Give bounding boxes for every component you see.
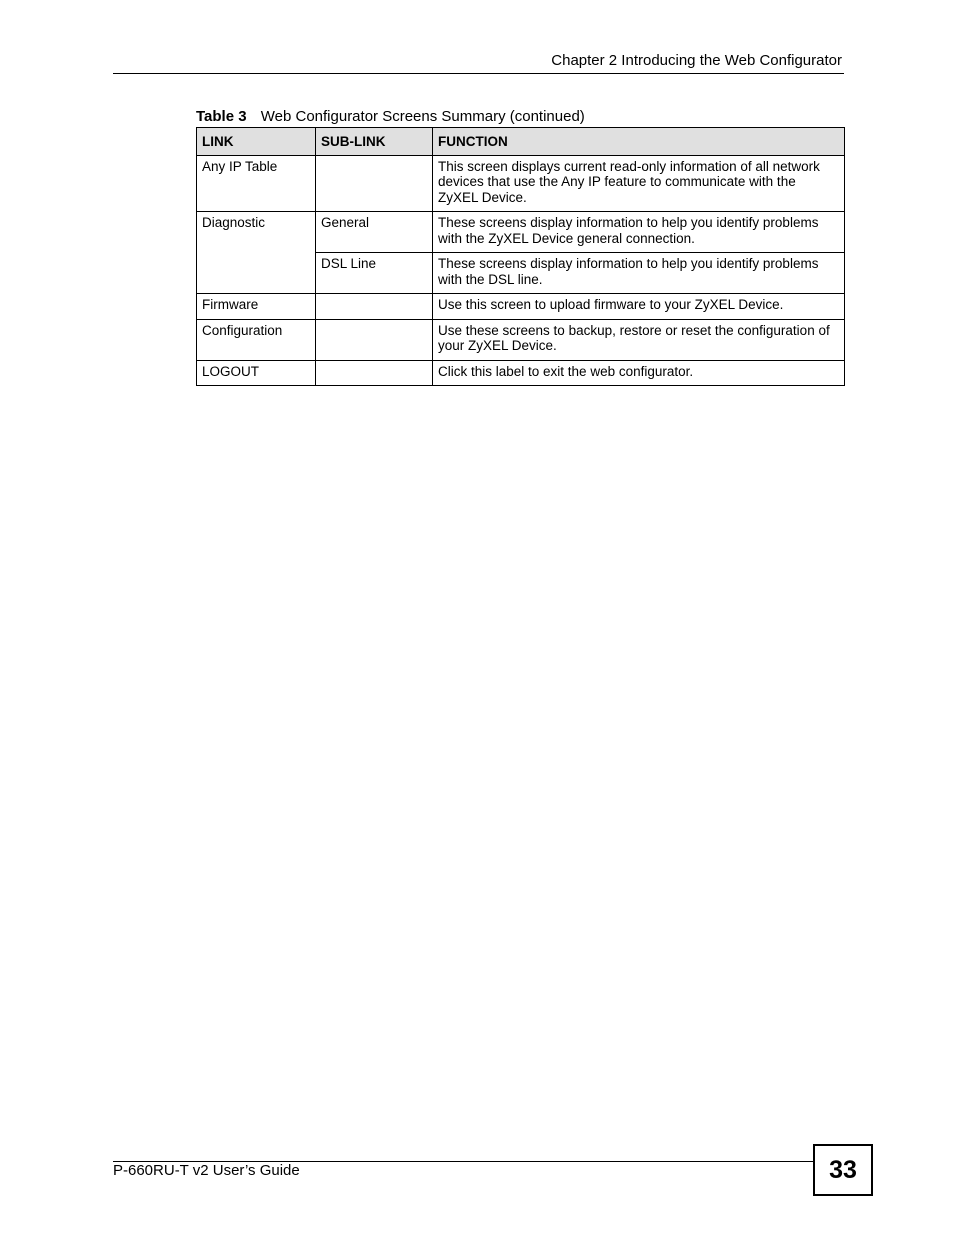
cell-function: Click this label to exit the web configurator. [433,360,845,386]
table-row [197,360,845,386]
cell-link: LOGOUT [197,360,316,386]
screens-summary-table [196,127,845,386]
cell-link: Firmware [197,294,316,320]
table-row [197,319,845,360]
table-header-row [197,128,845,156]
page-number: 33 [813,1144,873,1196]
column-header-sub-link: SUB-LINK [316,128,433,156]
cell-link: Configuration [197,319,316,360]
cell-function: Use these screens to backup, restore or reset the configuration of your ZyXEL Device. [433,319,845,360]
cell-link: Any IP Table [197,155,316,212]
cell-sub-link [316,319,433,360]
cell-sub-link [316,294,433,320]
cell-link: Diagnostic [197,212,316,294]
table-caption [196,108,585,125]
guide-title: P-660RU-T v2 User’s Guide [113,1162,300,1179]
column-header-link: LINK [197,128,316,156]
cell-function: These screens display information to help you identify problems with the DSL line. [433,253,845,294]
table-caption-text: Web Configurator Screens Summary (continued) [260,108,585,125]
cell-function: Use this screen to upload firmware to your ZyXEL Device. [433,294,845,320]
table-row [197,155,845,212]
cell-sub-link [316,155,433,212]
cell-function: These screens display information to help you identify problems with the ZyXEL Device general connection. [433,212,845,253]
chapter-header: Chapter 2 Introducing the Web Configurator [551,52,842,69]
table-caption-label: Table 3 [196,108,247,125]
table-row [197,294,845,320]
table-row [197,212,845,253]
cell-sub-link: General [316,212,433,253]
cell-sub-link: DSL Line [316,253,433,294]
cell-function: This screen displays current read-only information of all network devices that use the Any IP feature to communicate with the ZyXEL Device. [433,155,845,212]
cell-sub-link [316,360,433,386]
column-header-function: FUNCTION [433,128,845,156]
header-divider [113,73,844,74]
